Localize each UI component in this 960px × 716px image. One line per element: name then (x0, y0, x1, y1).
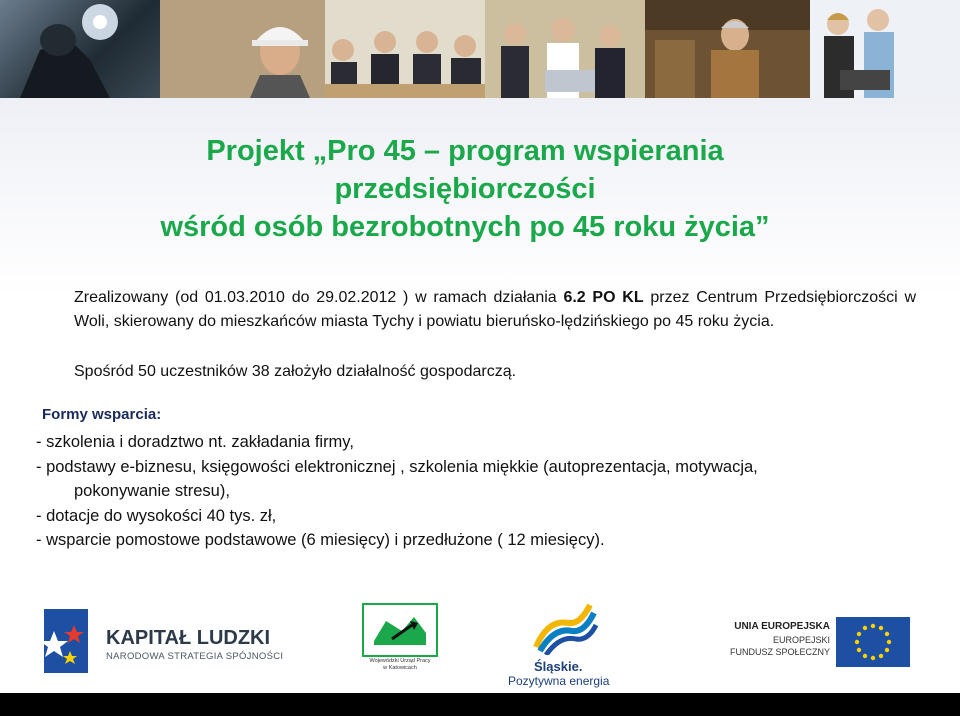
intro-paragraph (74, 286, 916, 334)
photo-craftsman (645, 0, 810, 98)
photo-team (810, 0, 960, 98)
support-item: - dotacje do wysokości 40 tys. zł, (36, 506, 277, 525)
support-list (36, 430, 916, 553)
intro-text-2: przez Centrum Przedsiębiorczości w Woli, skierowany do mieszkańców miasta Tychy i powiatu bieruńsko-lędzińskiego po 45 roku życia. (74, 289, 917, 330)
kapital-ludzki-name: KAPITAŁ LUDZKI (106, 627, 271, 649)
eu-fund-line-1: EUROPEJSKI (772, 635, 830, 645)
slaskie-waves-icon (528, 599, 598, 655)
eu-union-name: UNIA EUROPEJSKA (734, 621, 830, 632)
slaskie-tagline: Pozytywna energia (508, 674, 610, 688)
wup-line-1: Wojewódzki Urząd Pracy (369, 658, 431, 664)
office-image (325, 0, 485, 98)
photo-welder (0, 0, 160, 98)
support-heading: Formy wsparcia: (42, 406, 162, 423)
photo-meeting (485, 0, 645, 98)
kapital-ludzki-tagline: NARODOWA STRATEGIA SPÓJNOŚCI (106, 651, 284, 662)
intro-text-1: Zrealizowany (od 01.03.2010 do 29.02.2012 ) w ramach działania (74, 289, 564, 306)
slaskie-name: Śląskie. (534, 659, 583, 674)
eu-flag-icon (836, 617, 910, 667)
eu-logo (722, 617, 922, 671)
wup-logo (362, 603, 442, 675)
support-item: - wsparcie pomostowe podstawowe (6 miesięcy) i przedłużone ( 12 miesięcy). (36, 531, 605, 549)
photo-worker (160, 0, 325, 98)
project-title (0, 132, 930, 246)
craftsman-image (645, 0, 810, 98)
intro-program-code: 6.2 PO KL (563, 289, 644, 306)
logos-footer (0, 595, 960, 693)
meeting-image (485, 0, 645, 98)
slaskie-logo (500, 599, 620, 687)
welder-image (0, 0, 160, 98)
photo-office (325, 0, 485, 98)
team-image (810, 0, 960, 98)
support-item-continuation: pokonywanie stresu), (74, 482, 230, 500)
photo-strip (0, 0, 960, 98)
wup-line-2: w Katowicach (383, 665, 417, 671)
title-line-2: przedsiębiorczości (334, 173, 596, 205)
worker-image (160, 0, 325, 98)
support-item: - szkolenia i doradztwo nt. zakładania firmy, (36, 433, 354, 451)
title-line-1: Projekt „Pro 45 – program wspierania (206, 135, 724, 167)
eu-fund-line-2: FUNDUSZ SPOŁECZNY (729, 647, 830, 657)
support-item: - podstawy e-biznesu, księgowości elektronicznej , szkolenia miękkie (autoprezentacja, motywacja, (36, 457, 758, 476)
title-line-3: wśród osób bezrobotnych po 45 roku życia” (160, 211, 770, 243)
kapital-ludzki-logo (40, 603, 284, 679)
intro-summary: Spośród 50 uczestników 38 założyło działalność gospodarczą. (74, 363, 517, 380)
kapital-ludzki-emblem-icon (40, 605, 92, 677)
wup-emblem-icon (362, 603, 438, 657)
